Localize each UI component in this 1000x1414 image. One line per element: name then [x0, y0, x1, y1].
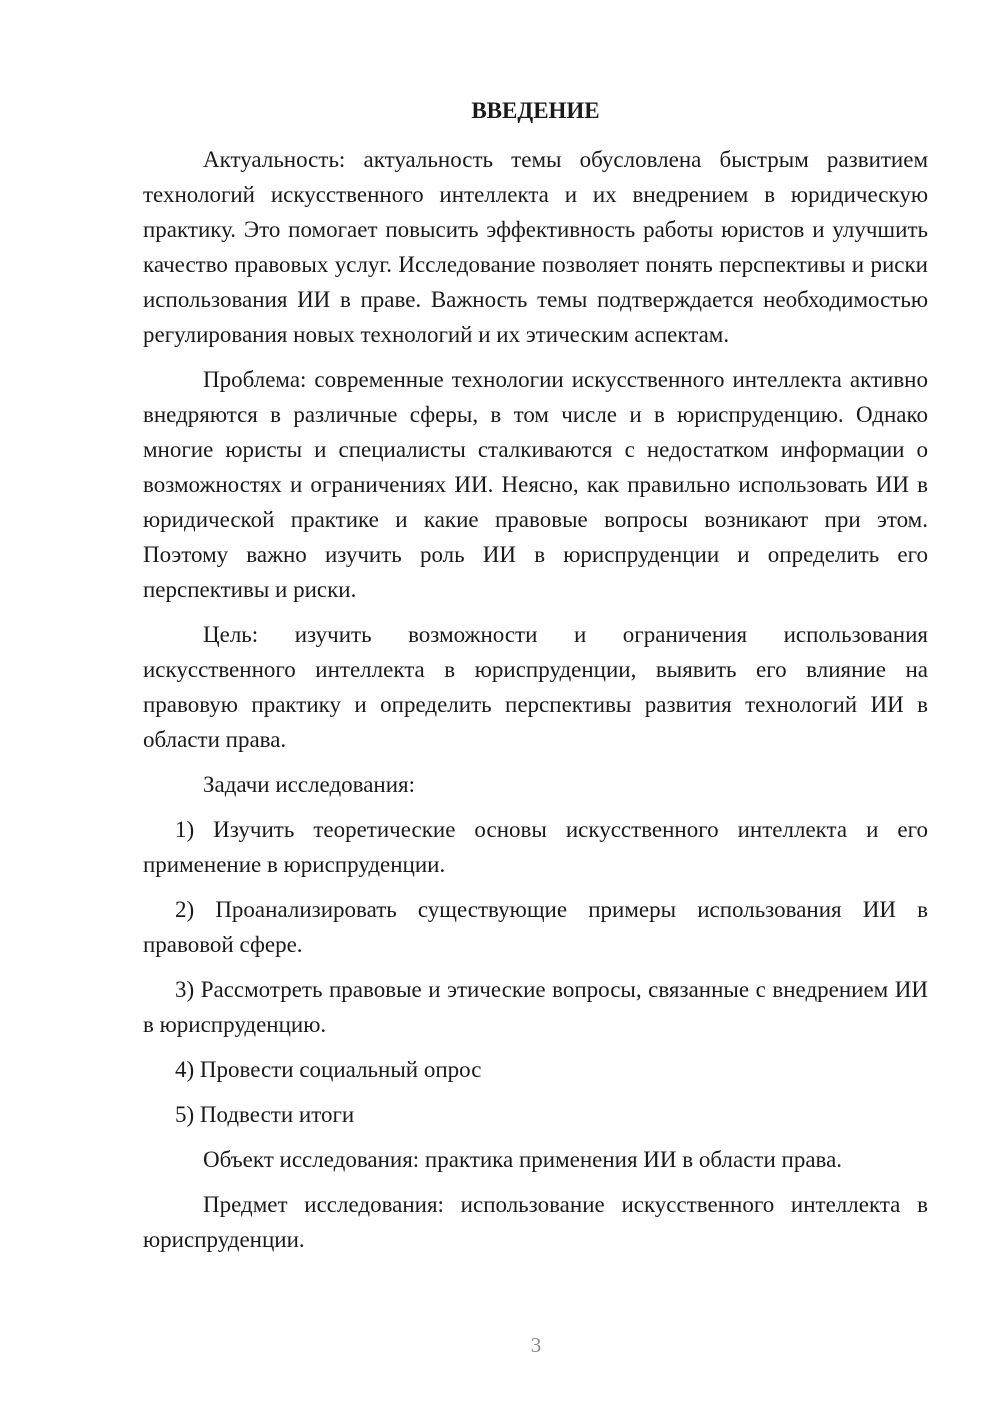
paragraph-goal: Цель: изучить возможности и ограничения использования искусственного интеллекта в юриспруденции, выявить его влияние на правовую практику и определить перспективы развития технологий ИИ в области права. [143, 622, 928, 752]
paragraph-relevance: Актуальность: актуальность темы обусловлена быстрым развитием технологий искусственного интеллекта и их внедрением в юридическую практику. Это помогает повысить эффективность работы юристов и улучшить качество правовых услуг. Исследование позволяет понять перспективы и риски использования ИИ в праве. Важность темы подтверждается необходимостью регулирования новых технологий и их этическим аспектам. [143, 147, 928, 347]
paragraph-subject: Предмет исследования: использование искусственного интеллекта в юриспруденции. [143, 1192, 928, 1252]
task-item-4: 4) Провести социальный опрос [175, 1057, 482, 1082]
task-item-1: 1) Изучить теоретические основы искусственного интеллекта и его применение в юриспруденции. [143, 817, 928, 877]
task-item-5: 5) Подвести итоги [175, 1102, 355, 1127]
page-number: 3 [530, 1333, 542, 1357]
document-page [143, 93, 928, 1267]
task-item-3: 3) Рассмотреть правовые и этические вопросы, связанные с внедрением ИИ в юриспруденцию. [143, 977, 928, 1037]
paragraph-problem: Проблема: современные технологии искусственного интеллекта активно внедряются в различные сферы, в том числе и в юриспруденцию. Однако многие юристы и специалисты сталкиваются с недостатком информации о возможностях и ограничениях ИИ. Неясно, как правильно использовать ИИ в юридической практике и какие правовые вопросы возникают при этом. Поэтому важно изучить роль ИИ в юриспруденции и определить его перспективы и риски. [143, 367, 928, 602]
paragraph-object: Объект исследования: практика применения ИИ в области права. [203, 1147, 843, 1172]
page-title: ВВЕДЕНИЕ [471, 98, 600, 123]
tasks-heading: Задачи исследования: [203, 772, 416, 797]
task-item-2: 2) Проанализировать существующие примеры использования ИИ в правовой сфере. [143, 897, 928, 957]
